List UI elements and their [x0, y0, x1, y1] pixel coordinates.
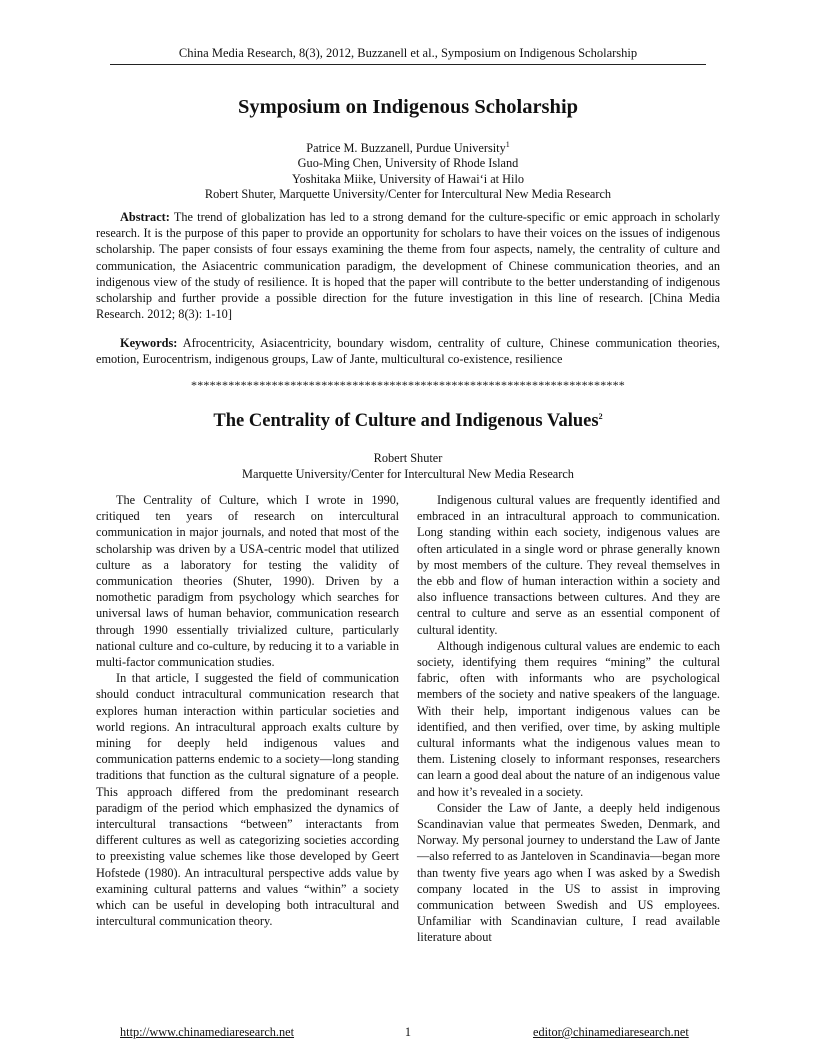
- author-line: Robert Shuter, Marquette University/Center for Intercultural New Media Research: [204, 187, 612, 202]
- author-line: Patrice M. Buzzanell, Purdue University$^1$: [306, 139, 510, 155]
- body-paragraph: The Centrality of Culture, which I wrote in 1990, critiqued ten years of research on intercultural communication in major journals, and noted that most of the scholarship was driven by a USA-centric model that utilized culture as a laboratory for testing the validity of communication theories (Shuter, 1990). Driven by a nomothetic paradigm from psychology which searches for universal laws of human behavior, communication research through 1990 essentially trivialized culture, particularly national culture and co-culture, by reducing it to a variable in multi-factor communication studies.: [96, 493, 399, 670]
- section-separator: **********************************************************************: [191, 378, 625, 392]
- keywords: [96, 335, 720, 367]
- page-number: 1: [404, 1025, 412, 1039]
- keywords-label: Keywords:: [120, 336, 178, 350]
- footer-url-link[interactable]: http://www.chinamediaresearch.net: [120, 1025, 295, 1039]
- section-author: Robert Shuter: [373, 451, 443, 465]
- author-list: [0, 141, 816, 203]
- running-head: China Media Research, 8(3), 2012, Buzzanell et al., Symposium on Indigenous Scholarship: [178, 46, 638, 60]
- section-byline: [0, 451, 816, 483]
- right-column: [417, 492, 720, 946]
- section-affiliation: Marquette University/Center for Intercultural New Media Research: [242, 466, 574, 481]
- body-paragraph: Consider the Law of Jante, a deeply held indigenous Scandinavian value that permeates Sweden, Denmark, and Norway. My personal journey to understand the Law of Jante—also referred to as Janteloven in Scandinavia—began more than twenty five years ago when I was asked by a Swedish company located in the US to assist in improving communication between Swedish and US employees. Unfamiliar with Scandinavian culture, I read available literature about: [417, 800, 720, 945]
- keywords-text: Afrocentricity, Asiacentricity, boundary wisdom, centrality of culture, Chinese communication theories, emotion, Eurocentrism, indigenous groups, Law of Jante, multicultural co-existence, resilience: [96, 336, 720, 367]
- left-column: [96, 492, 399, 929]
- author-line: Guo-Ming Chen, University of Rhode Island: [297, 156, 519, 171]
- header-rule: [110, 64, 706, 65]
- abstract-text: The trend of globalization has led to a strong demand for the culture-specific or emic approach in scholarly research. It is the purpose of this paper to provide an opportunity for scholars to have their voices on the issues of indigenous scholarship. The paper consists of four essays examining the theme from four aspects, namely, the centrality of culture and communication, the Asiacentric communication paradigm, the development of Chinese communication theories, and an indigenous view of the study of resilience. It is hoped that the paper will contribute to the better understanding of indigenous scholarship and further provide a possible direction for the future investigation in this line of research. [China Media Research. 2012; 8(3): 1-10]: [96, 210, 721, 322]
- body-paragraph: Although indigenous cultural values are endemic to each society, identifying them requires “mining” the cultural fabric, often with informants who are psychological members of the society and native speakers of the language. With their help, important indigenous values can be identified, and then verified, over time, by asking multiple cultural informants what the indigenous values mean to them. Listening closely to informant responses, researchers can learn a good deal about the nature of an indigenous value and how it’s revealed in a society.: [417, 638, 720, 799]
- abstract-label: Abstract:: [120, 210, 170, 224]
- abstract: [96, 209, 720, 322]
- paper-title: Symposium on Indigenous Scholarship: [237, 96, 579, 118]
- author-line: Yoshitaka Miike, University of Hawai‘i at Hilo: [291, 171, 525, 186]
- section-title: The Centrality of Culture and Indigenous Values$^2$: [213, 411, 603, 431]
- body-paragraph: Indigenous cultural values are frequently identified and embraced in an intracultural approach to communication. Long standing within each society, indigenous values are often articulated in a single word or phrase generally known by most members of the culture. They reveal themselves in the ebb and flow of human interaction within a society and also influence transactions between cultures. And they are central to culture and serve as an essential component of cultural identity.: [417, 493, 720, 637]
- body-paragraph: In that article, I suggested the field of communication should conduct intracultural communication research that explores human interaction within particular societies and world regions. An intracultural approach exalts culture by mining for deeply held indigenous values and communication patterns endemic to a society—long standing traditions that function as the cultural signature of a people. This approach differed from the predominant research paradigm of the period which emphasized the dynamics of intercultural transactions “between” interactants from different cultures as well as categorizing societies according to preexisting value schemes like those developed by Geert Hofstede (1980). An intracultural perspective adds value by examining cultural patterns and values “within” a society which can be useful in developing both intracultural and intercultural communication theory.: [96, 671, 399, 929]
- footer-email-link[interactable]: editor@chinamediaresearch.net: [533, 1025, 689, 1039]
